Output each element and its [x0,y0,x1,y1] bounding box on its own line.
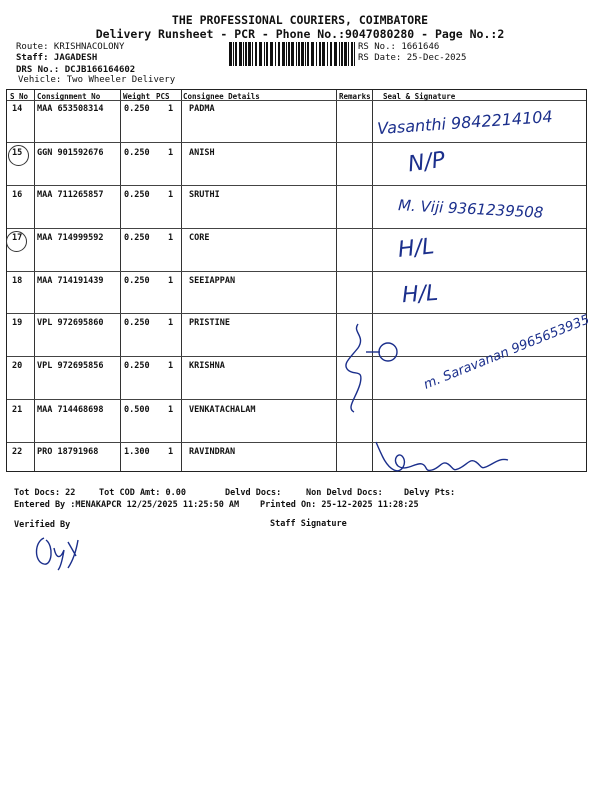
row-consignment-no: MAA 714191439 [37,276,104,286]
total-docs: Tot Docs: 22 [14,488,76,498]
verifier-initials-icon [30,532,84,572]
row-pcs: 1 [168,405,174,415]
drs-label: DRS No.: DCJB166164602 [16,65,136,75]
row-pcs: 1 [168,361,174,371]
row-consignment-no: PRO 18791968 [37,447,99,457]
row-sno: 21 [12,405,23,415]
row-weight: 0.250 [124,276,150,286]
rs-number: RS No.: 1661646 [358,42,440,52]
circle-mark [8,145,29,166]
signature-row-20: m. Saravanan 9965653935 [421,312,592,393]
row-consignee: PRISTINE [189,318,230,328]
row-consignee: SRUTHI [189,190,220,200]
row-consignment-no: MAA 653508314 [37,104,104,114]
row-consignee: RAVINDRAN [189,447,236,457]
rs-date: RS Date: 25-Dec-2025 [358,53,467,63]
signature-row-15: N/P [406,147,447,178]
row-consignee: PADMA [189,104,215,114]
row-weight: 0.250 [124,361,150,371]
row-weight: 0.250 [124,190,150,200]
row-sno: 17 [12,233,23,243]
row-weight: 0.250 [124,233,150,243]
runsheet-subtitle: Delivery Runsheet - PCR - Phone No.:9047080280 - Page No.:2 [95,27,505,41]
row-weight: 0.250 [124,318,150,328]
total-cod-amount: Tot COD Amt: 0.00 [99,488,186,498]
row-sno: 16 [12,190,23,200]
non-delivered-docs: Non Delvd Docs: [306,488,383,498]
row-weight: 0.500 [124,405,150,415]
barcode [229,42,355,66]
row-consignment-no: MAA 714468698 [37,405,104,415]
signature-row-18: H/L [401,280,440,309]
row-pcs: 1 [168,318,174,328]
row-weight: 0.250 [124,148,150,158]
staff-signature-label: Staff Signature [270,519,347,529]
row-weight: 1.300 [124,447,150,457]
circle-mark [6,231,27,252]
row-sno: 15 [12,148,23,158]
row-consignment-no: GGN 901592676 [37,148,104,158]
row-sno: 20 [12,361,23,371]
row-pcs: 1 [168,233,174,243]
row-consignee: KRISHNA [189,361,225,371]
row-consignee: CORE [189,233,210,243]
signature-row-17: H/L [396,234,436,263]
verified-by-label: Verified By [14,520,71,530]
delivered-docs: Delvd Docs: [225,488,282,498]
col-remarks: Remarks [339,92,371,101]
row-consignee: ANISH [189,148,215,158]
row-pcs: 1 [168,148,174,158]
col-consignee: Consignee Details [183,92,260,101]
row-sno: 14 [12,104,23,114]
runsheet-table [6,89,587,472]
entered-by: Entered By :MENAKAPCR 12/25/2025 11:25:50 AM [14,500,240,510]
row-weight: 0.250 [124,104,150,114]
row-consignee: SEEIAPPAN [189,276,236,286]
row-pcs: 1 [168,104,174,114]
vehicle-label: Vehicle: Two Wheeler Delivery [18,75,176,85]
col-weight: Weight [123,92,151,101]
route-label: Route: KRISHNACOLONY [16,42,125,52]
row-pcs: 1 [168,190,174,200]
staff-label: Staff: JAGADESH [16,53,98,63]
row-consignment-no: VPL 972695856 [37,361,104,371]
row-sno: 19 [12,318,23,328]
row-sno: 18 [12,276,23,286]
row-consignment-no: MAA 711265857 [37,190,104,200]
col-sno: S No [10,92,29,101]
col-consignment: Consignment No [37,92,101,101]
signature-row-14: Vasanthi 9842214104 [376,106,554,139]
row-consignee: VENKATACHALAM [189,405,256,415]
row-consignment-no: MAA 714999592 [37,233,104,243]
row-sno: 22 [12,447,23,457]
printed-on: Printed On: 25-12-2025 11:28:25 [260,500,419,510]
row-consignment-no: VPL 972695860 [37,318,104,328]
signature-row-16: M. Viji 9361239508 [397,196,544,222]
row-pcs: 1 [168,276,174,286]
col-seal-signature: Seal & Signature [383,92,456,101]
company-title: THE PROFESSIONAL COURIERS, COIMBATORE [171,13,429,27]
delivery-points: Delvy Pts: [404,488,456,498]
col-pcs: PCS [156,92,170,101]
signature-row-22-icon [372,436,522,480]
signature-scribble-icon [330,318,420,418]
row-pcs: 1 [168,447,174,457]
